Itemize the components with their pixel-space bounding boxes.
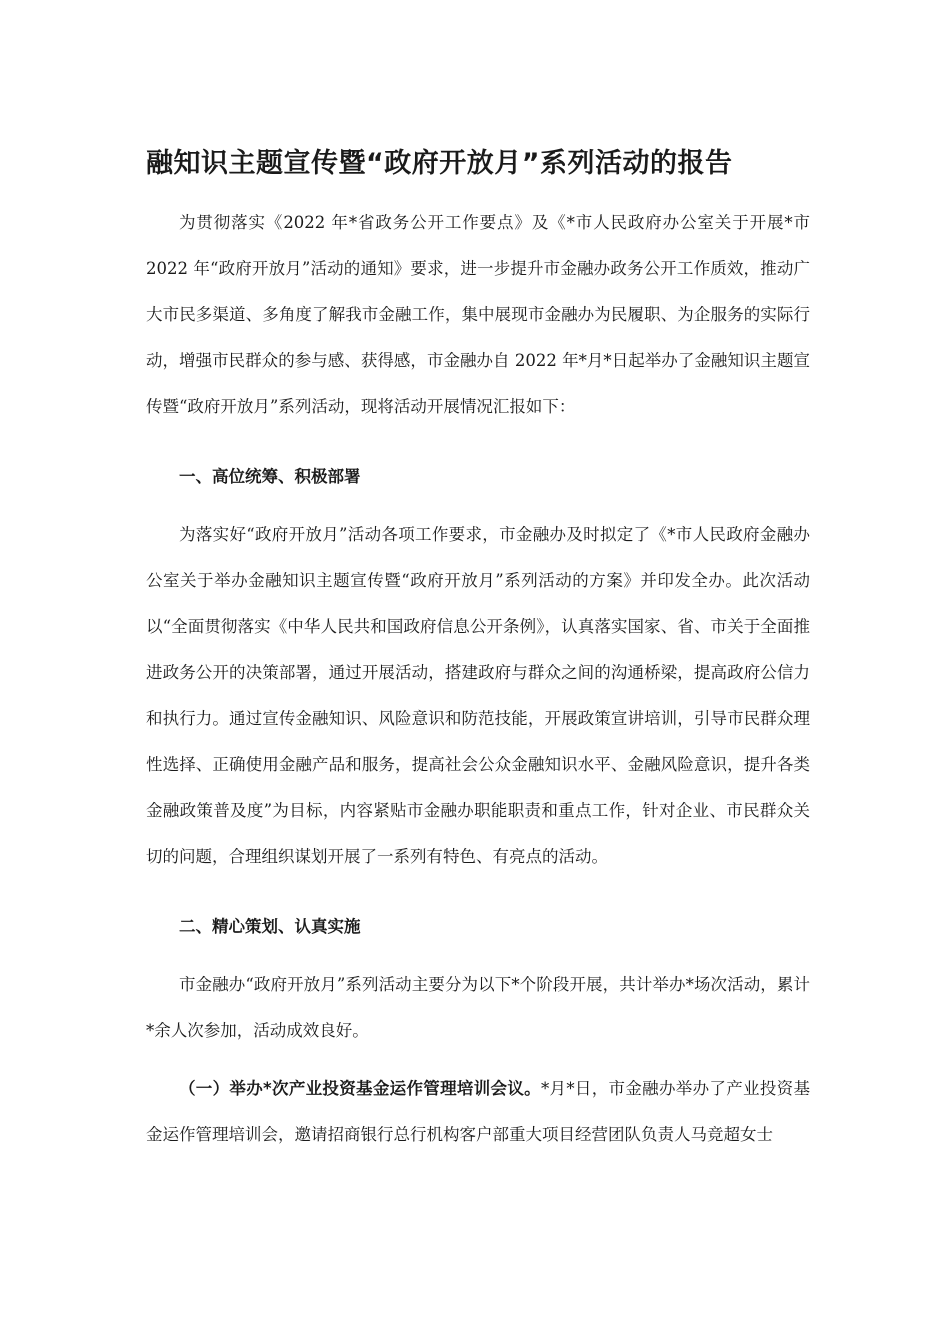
- section-2-item-1-text: *月*日，市金融办举办了产业投资基金运作管理培训会，邀请招商银行总行机构客户部重大项目经营团队负责人马竞超女士: [146, 1079, 810, 1144]
- section-2-item-1-lead: （一）举办*次产业投资基金运作管理培训会议。: [179, 1079, 541, 1098]
- spacer: [146, 1054, 810, 1066]
- document-body: [146, 200, 810, 1158]
- intro-paragraph: 为贯彻落实《2022 年*省政务公开工作要点》及《*市人民政府办公室关于开展*市 2022 年“政府开放月”活动的通知》要求，进一步提升市金融办政务公开工作质效，推动广大市民多渠道、多角度了解我市金融工作，集中展现市金融办为民履职、为企服务的实际行动，增强市民群众的参与感、获得感，市金融办自 2022 年*月*日起举办了金融知识主题宣传暨“政府开放月”系列活动，现将活动开展情况汇报如下：: [146, 213, 810, 416]
- section-1-heading: 一、高位统筹、积极部署: [179, 467, 361, 486]
- spacer: [146, 430, 810, 442]
- spacer: [146, 880, 810, 892]
- section-2-heading: 二、精心策划、认真实施: [179, 917, 361, 936]
- section-2-paragraph: 市金融办“政府开放月”系列活动主要分为以下*个阶段开展，共计举办*场次活动，累计*余人次参加，活动成效良好。: [146, 975, 810, 1040]
- section-1-paragraph: 为落实好“政府开放月”活动各项工作要求，市金融办及时拟定了《*市人民政府金融办公室关于举办金融知识主题宣传暨“政府开放月”系列活动的方案》并印发全办。此次活动以“全面贯彻落实《中华人民共和国政府信息公开条例》，认真落实国家、省、市关于全面推进政务公开的决策部署，通过开展活动，搭建政府与群众之间的沟通桥梁，提高政府公信力和执行力。通过宣传金融知识、风险意识和防范技能，开展政策宣讲培训，引导市民群众理性选择、正确使用金融产品和服务，提高社会公众金融知识水平、金融风险意识，提升各类金融政策普及度”为目标，内容紧贴市金融办职能职责和重点工作，针对企业、市民群众关切的问题，合理组织谋划开展了一系列有特色、有亮点的活动。: [146, 525, 810, 866]
- section-2-item-1: [146, 1066, 810, 1158]
- document-title: 融知识主题宣传暨“政府开放月”系列活动的报告: [146, 148, 733, 179]
